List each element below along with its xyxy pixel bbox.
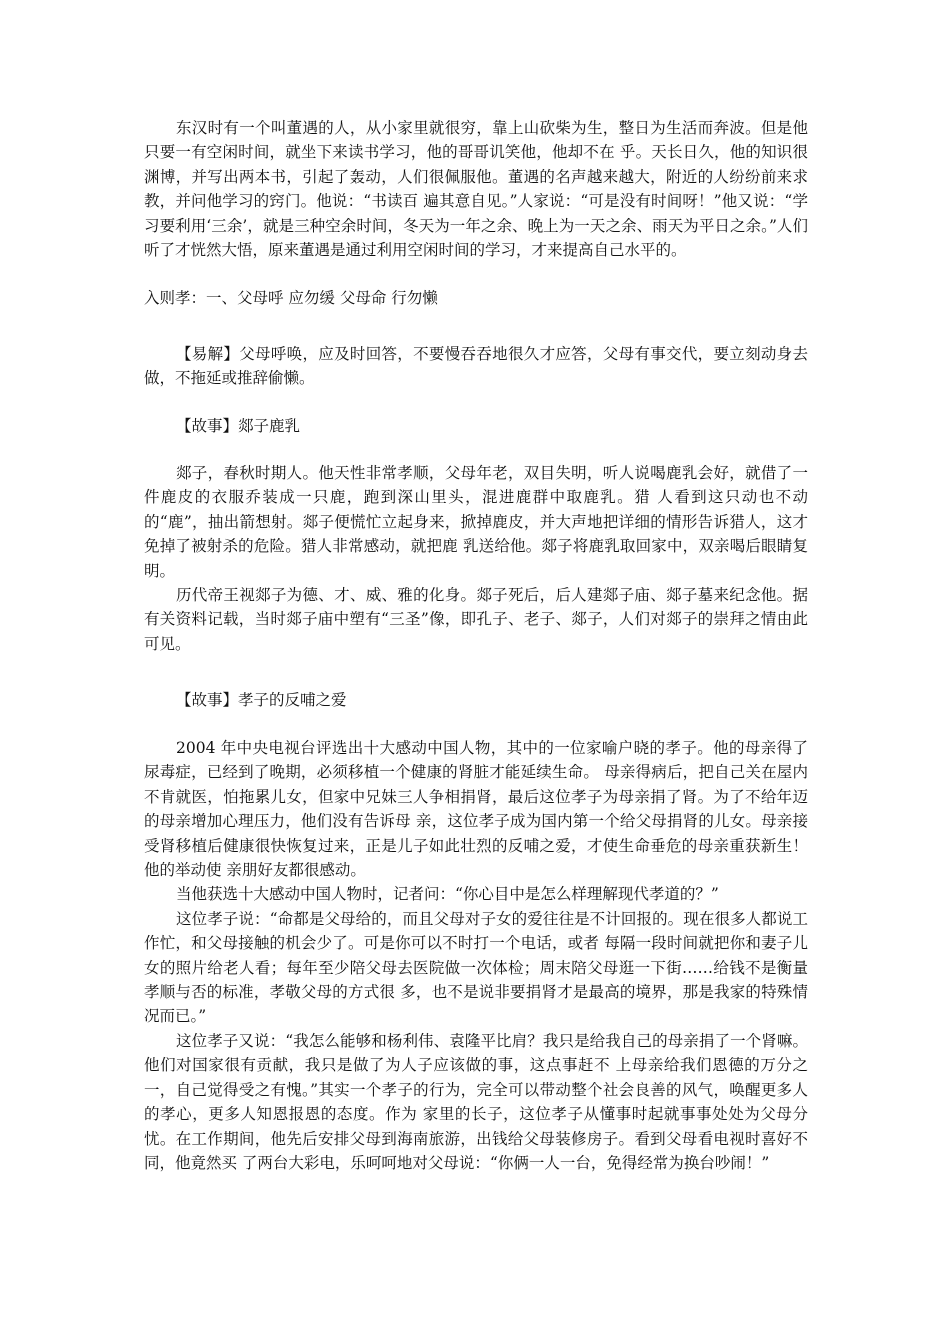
story-tanzi-paragraph-1: 郯子，春秋时期人。他天性非常孝顺，父母年老，双目失明，听人说喝鹿乳会好，就借了一件鹿皮的衣服乔装成一只鹿，跑到深山里头，混进鹿群中取鹿乳。猎 人看到这只动也不动的“鹿”，抽出箭想射。郯子便慌忙立起身来，掀掉鹿皮，并大声地把详细的情形告诉猎人，这才免掉了被射杀的危险。猎人非常感动，就把鹿 乳送给他。郯子将鹿乳取回家中，双亲喝后眼睛复明。 (144, 464, 808, 580)
story-fanbu-heading-block (144, 688, 808, 712)
rule-line: 入则孝：一、父母呼 应勿缓 父母命 行勿懒 (144, 289, 438, 307)
yijie-section (144, 342, 808, 391)
story-fanbu-paragraph-2: 当他获选十大感动中国人物时，记者问：“你心目中是怎么样理解现代孝道的？” (176, 885, 719, 904)
story-tanzi-body (144, 461, 808, 656)
story-fanbu-paragraph-3: 这位孝子说：“命都是父母给的，而且父母对子女的爱往往是不计回报的。现在很多人都说工作忙，和父母接触的机会少了。可是你可以不时打一个电话，或者 每隔一段时间就把你和妻子儿女的照片给老人看；每年至少陪父母去医院做一次体检；周末陪父母逛一下街……给钱不是衡量孝顺与否的标准，孝敬父母的方式很 多，也不是说非要捐肾才是最高的境界，那是我家的特殊情况而已。” (144, 909, 808, 1026)
story-fanbu-body (144, 736, 808, 1175)
story-tanzi-heading: 【故事】郯子鹿乳 (176, 417, 301, 435)
story-tanzi-heading-block (144, 414, 808, 438)
story-dongyu (144, 116, 808, 262)
story-fanbu-paragraph-1: 2004 年中央电视台评选出十大感动中国人物，其中的一位家喻户晓的孝子。他的母亲得了尿毒症，已经到了晚期，必须移植一个健康的肾脏才能延续生命。 母亲得病后，把自己关在屋内不肯就医，怕拖累儿女，但家中兄妹三人争相捐肾，最后这位孝子为母亲捐了肾。为了不给年迈的母亲增加心理压力，他们没有告诉母 亲，这位孝子成为国内第一个给父母捐肾的儿女。母亲接受肾移植后健康很快恢复过来，正是儿子如此壮烈的反哺之爱，才使生命垂危的母亲重获新生！他的举动使 亲朋好友都很感动。 (144, 739, 808, 880)
story-dongyu-paragraph: 东汉时有一个叫董遇的人，从小家里就很穷，靠上山砍柴为生，整日为生活而奔波。但是他只要一有空闲时间，就坐下来读书学习，他的哥哥讥笑他，他却不在 乎。天长日久，他的知识很渊博，并写出两本书，引起了轰动，人们很佩服他。董遇的名声越来越大，附近的人纷纷前来求教，并问他学习的窍门。他说：“书读百 遍其意自见。”人家说：“可是没有时间呀！”他又说：“学习要利用‘三余’，就是三种空余时间，冬天为一年之余、晚上为一天之余、雨天为平日之余。”人们 听了才恍然大悟，原来董遇是通过利用空闲时间的学习，才来提高自己水平的。 (144, 119, 808, 260)
story-fanbu-paragraph-4: 这位孝子又说：“我怎么能够和杨利伟、袁隆平比肩？我只是给我自己的母亲捐了一个肾嘛。他们对国家很有贡献，我只是做了为人子应该做的事，这点事赶不 上母亲给我们恩德的万分之一，自己觉得受之有愧。”其实一个孝子的行为，完全可以带动整个社会良善的风气，唤醒更多人的孝心，更多人知恩报恩的态度。作为 家里的长子，这位孝子从懂事时起就事事处处为父母分忧。在工作期间，他先后安排父母到海南旅游，出钱给父母装修房子。看到父母看电视时喜好不同，他竟然买 了两台大彩电，乐呵呵地对父母说：“你俩一人一台，免得经常为换台吵闹！” (144, 1031, 808, 1172)
story-fanbu-heading: 【故事】孝子的反哺之爱 (176, 691, 347, 709)
story-tanzi-paragraph-2: 历代帝王视郯子为德、才、威、雅的化身。郯子死后，后人建郯子庙、郯子墓来纪念他。据有关资料记载，当时郯子庙中塑有“三圣”像，即孔子、老子、郯子，人们对郯子的崇拜之情由此可见。 (144, 586, 808, 653)
yijie-paragraph: 【易解】父母呼唤，应及时回答，不要慢吞吞地很久才应答，父母有事交代，要立刻动身去做，不拖延或推辞偷懒。 (144, 345, 808, 388)
rule-block (144, 286, 808, 310)
